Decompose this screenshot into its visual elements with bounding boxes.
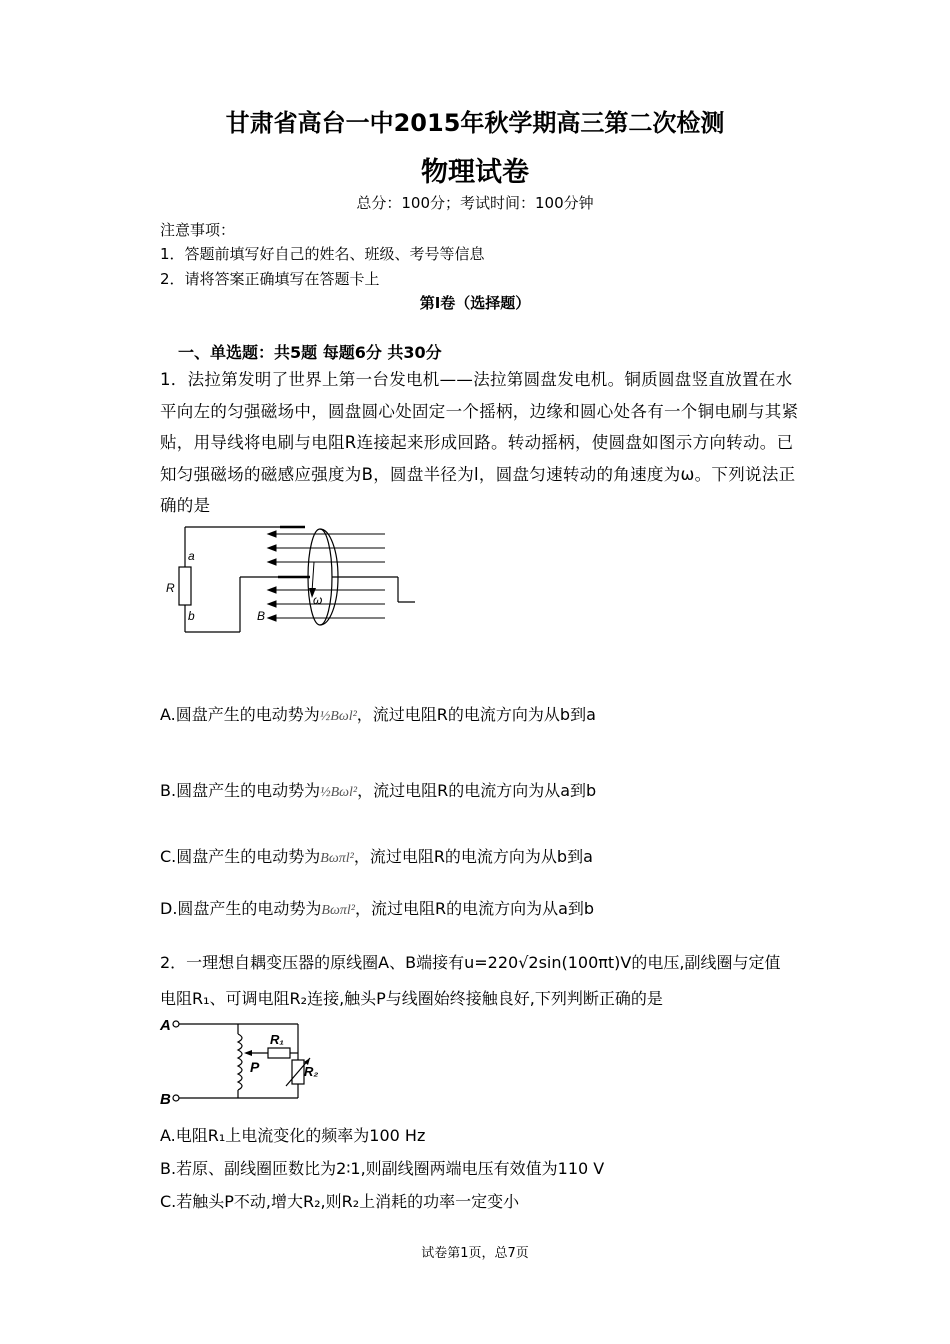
label-omega: ω (313, 593, 323, 607)
label-B: B (160, 1091, 171, 1108)
label-b: b (188, 609, 195, 623)
notes-heading: 注意事项： (160, 221, 236, 239)
q2-option-a[interactable]: A.电阻R₁上电流变化的频率为100 Hz (160, 1126, 426, 1145)
q2-figure-autotransformer (158, 1016, 338, 1108)
formula-image: ½Bωl² (320, 785, 358, 800)
q1-option-c[interactable]: C.圆盘产生的电动势为Bωπl²，流过电阻R的电流方向为从b到a (160, 847, 593, 866)
q2-stem-line1: 2．一理想自耦变压器的原线圈A、B端接有u=220√2sin(100πt)V的电压,副线圈与定值 (160, 953, 781, 972)
exam-subtitle: 物理试卷 (421, 157, 529, 188)
page-footer: 试卷第1页，总7页 (421, 1246, 529, 1261)
label-B: B (257, 609, 266, 623)
label-R1: R₁ (270, 1032, 284, 1047)
label-R: R (166, 581, 175, 595)
part-title: 一、单选题：共5题 每题6分 共30分 (178, 343, 442, 362)
q2-stem-line2: 电阻R₁、可调电阻R₂连接,触头P与线圈始终接触良好,下列判断正确的是 (160, 989, 663, 1008)
label-R2: R₂ (304, 1064, 319, 1079)
q1-figure-faraday-disc (160, 522, 420, 640)
label-a: a (188, 549, 195, 563)
note-item-2: 2．请将答案正确填写在答题卡上 (160, 270, 380, 288)
formula-image: ½Bωl² (319, 709, 357, 724)
exam-meta: 总分：100分；考试时间：100分钟 (356, 194, 594, 212)
formula-image: Bωπl² (321, 903, 355, 918)
q2-option-b[interactable]: B.若原、副线圈匝数比为2∶1,则副线圈两端电压有效值为110 V (160, 1159, 605, 1178)
q1-option-a[interactable]: A.圆盘产生的电动势为½Bωl²，流过电阻R的电流方向为从b到a (160, 705, 596, 724)
formula-image: Bωπl² (320, 851, 354, 866)
q1-stem: 1．法拉第发明了世界上第一台发电机——法拉第圆盘发电机。铜质圆盘竖直放置在水平向左的匀强磁场中，圆盘圆心处固定一个摇柄，边缘和圆心处各有一个铜电刷与其紧贴，用导线将电刷与电阻R连接起来形成回路。转动摇柄，使圆盘如图示方向转动。已知匀强磁场的磁感应强度为B，圆盘半径为l，圆盘匀速转动的角速度为ω。下列说法正确的是 (160, 370, 799, 515)
q1-option-b[interactable]: B.圆盘产生的电动势为½Bωl²，流过电阻R的电流方向为从a到b (160, 781, 597, 800)
label-P: P (250, 1059, 260, 1075)
note-item-1: 1．答题前填写好自己的姓名、班级、考号等信息 (160, 245, 485, 263)
label-A: A (160, 1017, 171, 1034)
exam-title: 甘肃省高台一中2015年秋学期高三第二次检测 (225, 109, 725, 137)
section-title: 第I卷（选择题） (419, 294, 531, 312)
q2-option-c[interactable]: C.若触头P不动,增大R₂,则R₂上消耗的功率一定变小 (160, 1192, 520, 1211)
q1-option-d[interactable]: D.圆盘产生的电动势为Bωπl²，流过电阻R的电流方向为从a到b (160, 899, 595, 918)
